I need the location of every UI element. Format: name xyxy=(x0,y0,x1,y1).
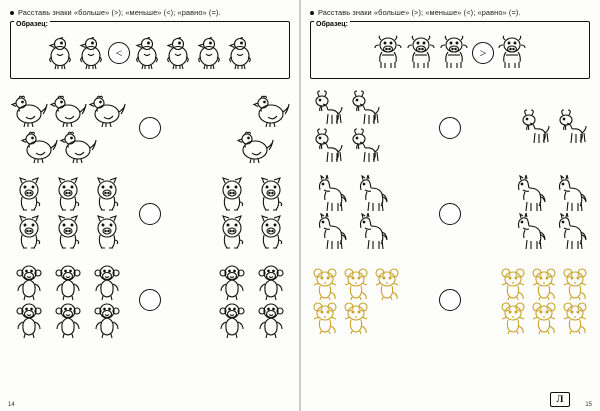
task-row xyxy=(308,257,592,343)
task-row xyxy=(8,171,292,257)
pig-icon xyxy=(88,176,126,214)
mouse-icon xyxy=(560,300,590,334)
monkey-icon xyxy=(88,300,126,338)
task-left-group xyxy=(310,176,432,252)
sample-sign-right[interactable]: > xyxy=(472,42,494,64)
hen-icon xyxy=(236,128,274,164)
task-right-group xyxy=(468,176,590,252)
task-right-group xyxy=(168,92,290,164)
chick-icon xyxy=(45,36,75,70)
mouse-icon xyxy=(372,266,402,300)
bullet-icon xyxy=(310,11,314,15)
mouse-icon xyxy=(529,266,559,300)
chick-icon xyxy=(225,36,255,70)
horse-icon xyxy=(509,214,549,252)
goat-icon xyxy=(347,128,383,166)
mouse-icon xyxy=(560,266,590,300)
horse-icon xyxy=(550,176,590,214)
answer-circle[interactable] xyxy=(139,289,161,311)
chick-icon xyxy=(194,36,224,70)
cow-icon xyxy=(496,35,528,71)
sample-sign-left[interactable]: < xyxy=(108,42,130,64)
hen-icon xyxy=(10,92,48,128)
horse-icon xyxy=(310,176,350,214)
monkey-icon xyxy=(49,262,87,300)
right-page xyxy=(300,0,600,411)
horse-icon xyxy=(351,176,391,214)
task-row xyxy=(8,85,292,171)
sample-box-left xyxy=(10,21,290,79)
mouse-icon xyxy=(498,266,528,300)
pig-icon xyxy=(252,214,290,252)
hen-icon xyxy=(252,92,290,128)
pig-icon xyxy=(10,176,48,214)
task-left-group xyxy=(10,92,132,164)
pig-icon xyxy=(10,214,48,252)
monkey-icon xyxy=(49,300,87,338)
chick-icon xyxy=(163,36,193,70)
task-left-group xyxy=(310,266,432,334)
task-right-group xyxy=(168,176,290,252)
task-row xyxy=(8,257,292,343)
answer-circle[interactable] xyxy=(439,203,461,225)
goat-icon xyxy=(310,90,346,128)
goat-icon xyxy=(347,90,383,128)
publisher-logo: Л xyxy=(550,392,570,407)
horse-icon xyxy=(550,214,590,252)
goat-icon xyxy=(310,128,346,166)
cow-icon xyxy=(438,35,470,71)
pig-icon xyxy=(252,176,290,214)
monkey-icon xyxy=(10,262,48,300)
pig-icon xyxy=(88,214,126,252)
instruction-left xyxy=(10,8,292,17)
hen-icon xyxy=(59,128,97,164)
monkey-icon xyxy=(10,300,48,338)
page-number-right: 15 xyxy=(585,402,592,408)
horse-icon xyxy=(509,176,549,214)
pig-icon xyxy=(213,176,251,214)
mouse-icon xyxy=(310,300,340,334)
hen-icon xyxy=(49,92,87,128)
instruction-text: Расставь знаки «больше» (>); «меньше» (<); «равно» (=). xyxy=(318,8,521,17)
sample-label: Образец: xyxy=(316,21,348,28)
task-right-group xyxy=(168,262,290,338)
pig-icon xyxy=(49,214,87,252)
chick-icon xyxy=(132,36,162,70)
horse-icon xyxy=(351,214,391,252)
sample-right-group xyxy=(132,36,255,70)
instruction-text: Расставь знаки «больше» (>); «меньше» (<); «равно» (=). xyxy=(18,8,221,17)
task-left-group xyxy=(10,176,132,252)
book-gutter xyxy=(299,0,301,411)
answer-circle[interactable] xyxy=(439,289,461,311)
task-row xyxy=(308,85,592,171)
task-left-group xyxy=(10,262,132,338)
mouse-icon xyxy=(310,266,340,300)
mouse-icon xyxy=(529,300,559,334)
sample-left-group xyxy=(372,35,470,71)
monkey-icon xyxy=(213,300,251,338)
task-left-group xyxy=(310,90,432,166)
goat-icon xyxy=(517,109,553,147)
answer-circle[interactable] xyxy=(439,117,461,139)
pig-icon xyxy=(213,214,251,252)
mouse-icon xyxy=(341,300,371,334)
cow-icon xyxy=(372,35,404,71)
page-number-left: 14 xyxy=(8,402,15,408)
monkey-icon xyxy=(213,262,251,300)
sample-box-right xyxy=(310,21,590,79)
monkey-icon xyxy=(252,262,290,300)
monkey-icon xyxy=(252,300,290,338)
task-right-group xyxy=(468,109,590,147)
mouse-icon xyxy=(498,300,528,334)
monkey-icon xyxy=(88,262,126,300)
task-row xyxy=(308,171,592,257)
hen-icon xyxy=(20,128,58,164)
cow-icon xyxy=(405,35,437,71)
horse-icon xyxy=(310,214,350,252)
sample-label: Образец: xyxy=(16,21,48,28)
bullet-icon xyxy=(10,11,14,15)
task-right-group xyxy=(468,266,590,334)
hen-icon xyxy=(88,92,126,128)
sample-right-group xyxy=(496,35,528,71)
answer-circle[interactable] xyxy=(139,117,161,139)
instruction-right xyxy=(310,8,592,17)
sample-left-group xyxy=(45,36,106,70)
answer-circle[interactable] xyxy=(139,203,161,225)
chick-icon xyxy=(76,36,106,70)
mouse-icon xyxy=(341,266,371,300)
pig-icon xyxy=(49,176,87,214)
goat-icon xyxy=(554,109,590,147)
